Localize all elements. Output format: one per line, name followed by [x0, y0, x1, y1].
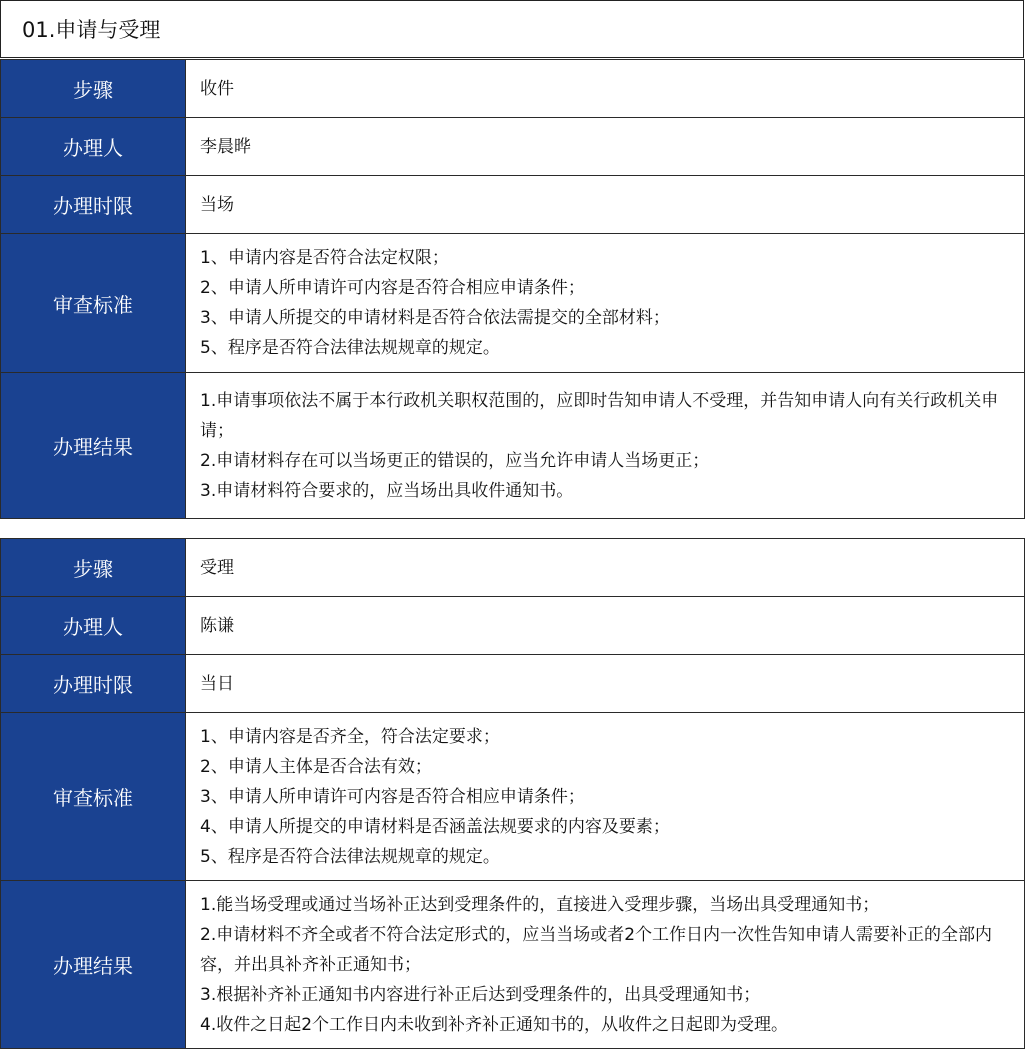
step-label: 步骤	[1, 60, 186, 118]
list-item: 3.根据补齐补正通知书内容进行补正后达到受理条件的，出具受理通知书；	[200, 984, 761, 1005]
section-title: 01.申请与受理	[0, 0, 1024, 58]
time-limit-row	[1, 655, 1025, 713]
handler-label: 办理人	[1, 118, 186, 176]
time-limit-row	[1, 176, 1025, 234]
step-table-2	[0, 538, 1025, 1049]
step-row	[1, 539, 1025, 597]
result-list	[186, 373, 1025, 519]
list-item: 3.申请材料符合要求的，应当场出具收件通知书。	[200, 480, 574, 501]
review-standard-list	[186, 713, 1025, 881]
list-item: 4.收件之日起2个工作日内未收到补齐补正通知书的，从收件之日起即为受理。	[200, 1014, 789, 1035]
time-limit-value: 当日	[186, 655, 1025, 713]
list-item: 1.能当场受理或通过当场补正达到受理条件的，直接进入受理步骤，当场出具受理通知书；	[200, 894, 880, 915]
list-item: 3、申请人所申请许可内容是否符合相应申请条件；	[200, 786, 585, 807]
list-item: 3、申请人所提交的申请材料是否符合依法需提交的全部材料；	[200, 308, 670, 328]
result-row	[1, 881, 1025, 1049]
list-item: 2.申请材料不齐全或者不符合法定形式的，应当当场或者2个工作日内一次性告知申请人需要补正的全部内容，并出具补齐补正通知书；	[200, 924, 993, 975]
list-item: 2、申请人主体是否合法有效；	[200, 756, 432, 777]
handler-label: 办理人	[1, 597, 186, 655]
handler-row	[1, 118, 1025, 176]
review-standard-label: 审查标准	[1, 713, 186, 881]
list-item: 1.申请事项依法不属于本行政机关职权范围的，应即时告知申请人不受理，并告知申请人向有关行政机关申请；	[200, 390, 999, 441]
result-label: 办理结果	[1, 881, 186, 1049]
step-value: 受理	[186, 539, 1025, 597]
review-standard-list	[186, 234, 1025, 373]
step-row	[1, 60, 1025, 118]
handler-row	[1, 597, 1025, 655]
review-standard-label: 审查标准	[1, 234, 186, 373]
handler-value: 陈谦	[186, 597, 1025, 655]
list-item: 1、申请内容是否符合法定权限；	[200, 248, 449, 268]
time-limit-value: 当场	[186, 176, 1025, 234]
list-item: 5、程序是否符合法律法规规章的规定。	[200, 846, 500, 867]
step-label: 步骤	[1, 539, 186, 597]
list-item: 2、申请人所申请许可内容是否符合相应申请条件；	[200, 278, 585, 298]
list-item: 5、程序是否符合法律法规规章的规定。	[200, 338, 500, 358]
result-label: 办理结果	[1, 373, 186, 519]
handler-value: 李晨晔	[186, 118, 1025, 176]
step-table-1	[0, 59, 1025, 519]
list-item: 2.申请材料存在可以当场更正的错误的，应当允许申请人当场更正；	[200, 450, 710, 471]
time-limit-label: 办理时限	[1, 176, 186, 234]
result-list	[186, 881, 1025, 1049]
result-row	[1, 373, 1025, 519]
list-item: 4、申请人所提交的申请材料是否涵盖法规要求的内容及要素；	[200, 816, 670, 837]
step-value: 收件	[186, 60, 1025, 118]
review-standard-row	[1, 234, 1025, 373]
list-item: 1、申请内容是否齐全，符合法定要求；	[200, 726, 500, 747]
time-limit-label: 办理时限	[1, 655, 186, 713]
review-standard-row	[1, 713, 1025, 881]
